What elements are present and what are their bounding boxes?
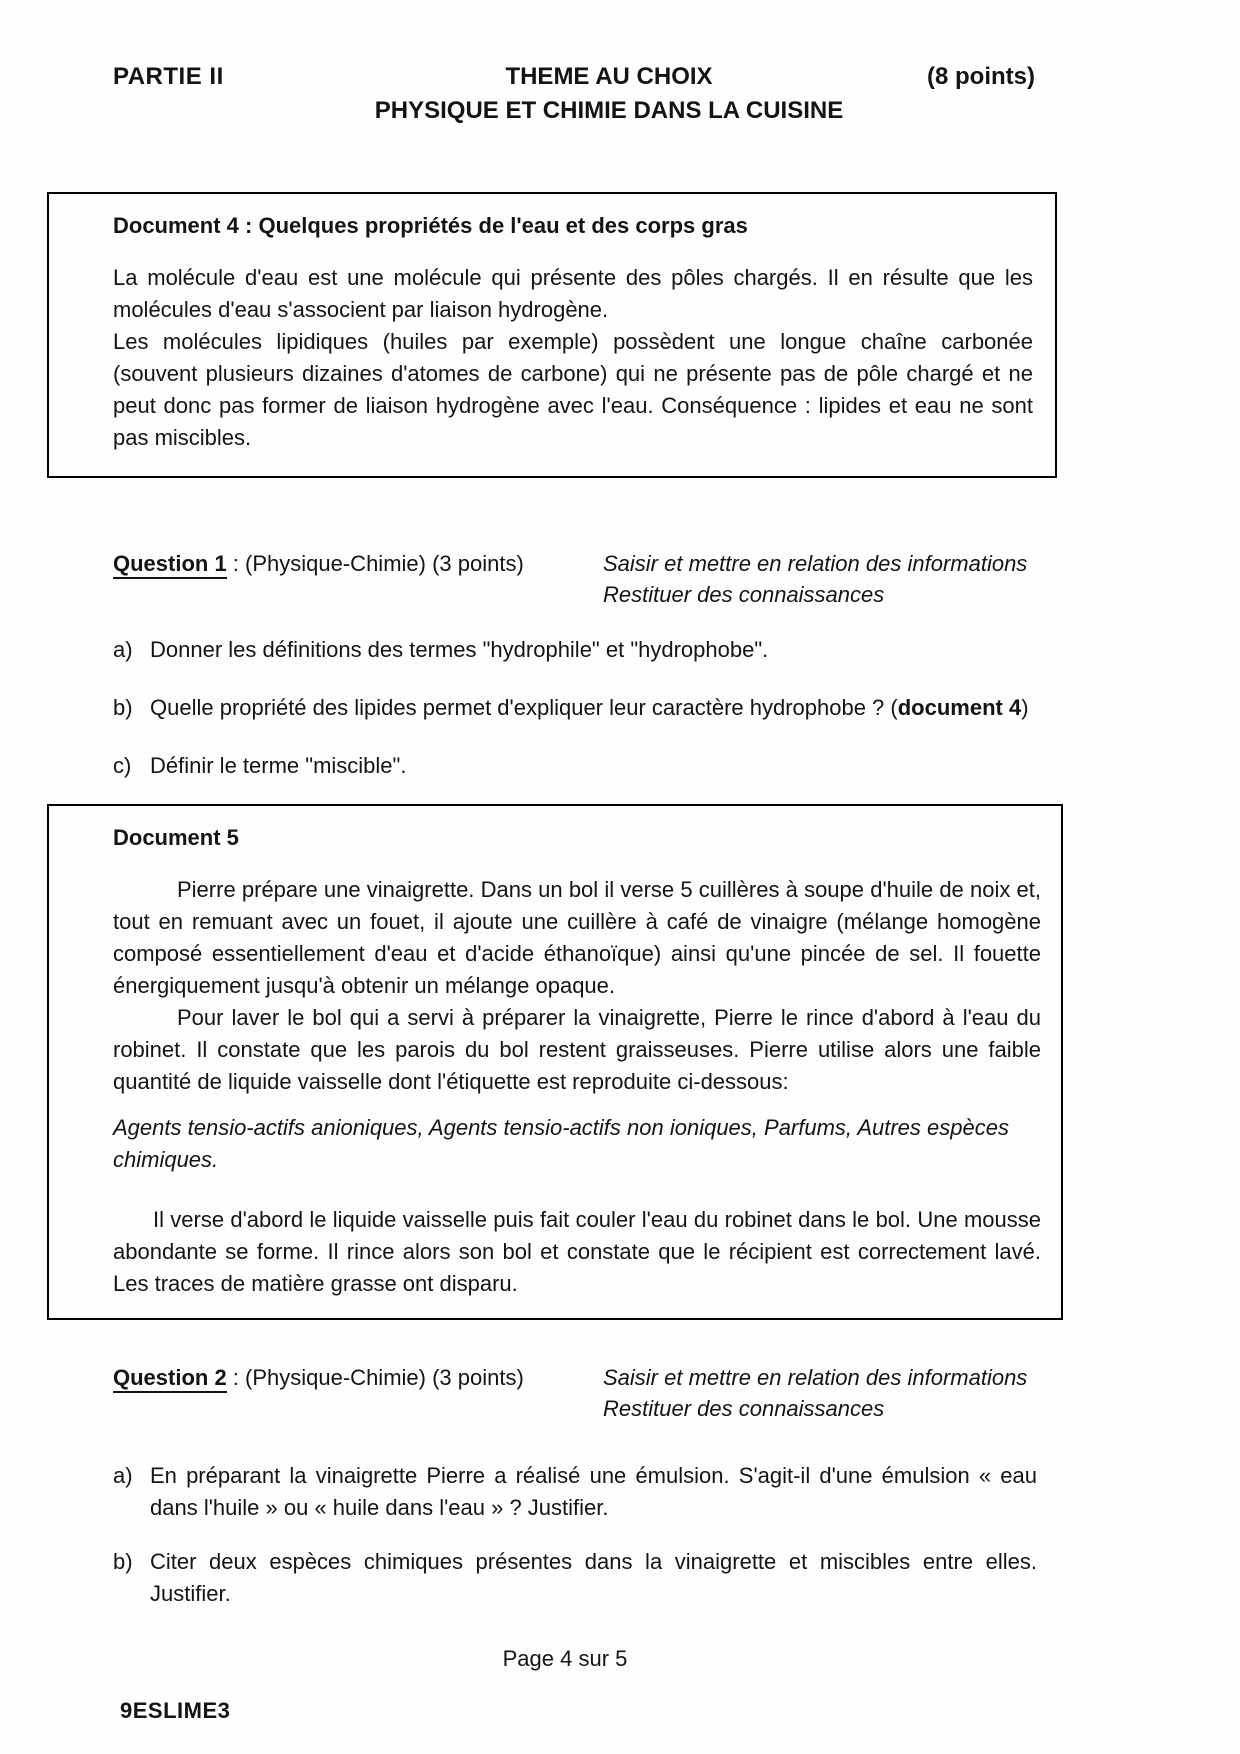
question1-title: [113, 548, 603, 610]
question1-item-a: [113, 634, 1037, 666]
question2-label: Question 2: [113, 1365, 227, 1393]
question2-item-a: [113, 1460, 1037, 1524]
document5-paragraph-1: Pierre prépare une vinaigrette. Dans un bol il verse 5 cuillères à soupe d'huile de noix et, tout en remuant avec un fouet, il ajoute une cuillère à café de vinaigre (mélange homogène composé essentiellement d'eau et d'acide éthanoïque) ainsi qu'une pincée de sel. Il fouette énergiquement jusqu'à obtenir un mélange opaque.: [113, 877, 1041, 998]
document4-title: Document 4 : Quelques propriétés de l'eau et des corps gras: [113, 213, 748, 238]
item-marker: b): [113, 1549, 133, 1574]
document4-box: [47, 192, 1057, 478]
document4-paragraph-2: Les molécules lipidiques (huiles par exemple) possèdent une longue chaîne carbonée (souvent plusieurs dizaines d'atomes de carbone) qui ne présente pas de pôle chargé et ne peut donc pas former de liaison hydrogène avec l'eau. Conséquence : lipides et eau ne sont pas miscibles.: [113, 329, 1033, 450]
header-theme-title: THEME AU CHOIX: [505, 63, 713, 90]
question1-label: Question 1: [113, 551, 227, 579]
item-text-main: Définir le terme "miscible".: [150, 753, 407, 778]
item-text-suffix: ): [1021, 695, 1029, 720]
item-marker: b): [113, 695, 133, 720]
question1-heading: [113, 548, 1043, 610]
item-text: [150, 1460, 1037, 1524]
item-marker: c): [113, 753, 132, 778]
document5-title: Document 5: [113, 825, 239, 850]
document5-box: [47, 804, 1063, 1320]
question2-skill-2: Restituer des connaissances: [603, 1396, 885, 1421]
question2-title: [113, 1362, 603, 1424]
item-text-main: En préparant la vinaigrette Pierre a réalisé une émulsion. S'agit-il d'une émulsion « eau dans l'huile » ou « huile dans l'eau » ? Justifier.: [150, 1463, 1037, 1520]
header-part-label: PARTIE II: [113, 63, 224, 90]
question2-skills: [603, 1362, 1043, 1424]
header-title-block: [333, 62, 885, 126]
document4-paragraph-1: La molécule d'eau est une molécule qui présente des pôles chargés. Il en résulte que les molécules d'eau s'associent par liaison hydrogène.: [113, 265, 1033, 322]
item-text-bold: document 4: [897, 695, 1022, 720]
item-marker: a): [113, 637, 133, 662]
item-text: [150, 692, 1037, 724]
question2-heading: [113, 1362, 1043, 1424]
question1-skill-2: Restituer des connaissances: [603, 582, 885, 607]
question1-item-b: [113, 692, 1037, 724]
question2-skill-1: Saisir et mettre en relation des informations: [603, 1365, 1028, 1390]
header-subtitle: PHYSIQUE ET CHIMIE DANS LA CUISINE: [374, 97, 844, 124]
item-text: [150, 1546, 1037, 1610]
item-text: [150, 750, 1037, 782]
document5-paragraph-3: Il verse d'abord le liquide vaisselle puis fait couler l'eau du robinet dans le bol. Une mousse abondante se forme. Il rince alors son bol et constate que le récipient est correctement lavé. Les traces de matière grasse ont disparu.: [113, 1207, 1041, 1296]
item-text: [150, 634, 1037, 666]
document5-label-ingredients: Agents tensio-actifs anioniques, Agents tensio-actifs non ioniques, Parfums, Autres espèces chimiques.: [113, 1115, 1009, 1172]
question1-skill-1: Saisir et mettre en relation des informations: [603, 551, 1028, 576]
item-text-main: Donner les définitions des termes "hydrophile" et "hydrophobe".: [150, 637, 769, 662]
item-marker: a): [113, 1463, 133, 1488]
question2-meta: : (Physique-Chimie) (3 points): [226, 1365, 524, 1390]
question2-item-b: [113, 1546, 1037, 1610]
question1-item-c: [113, 750, 1037, 782]
question1-skills: [603, 548, 1043, 610]
document-code: 9ESLIME3: [120, 1698, 231, 1723]
document5-paragraph-2: Pour laver le bol qui a servi à préparer la vinaigrette, Pierre le rince d'abord à l'eau du robinet. Il constate que les parois du bol restent graisseuses. Pierre utilise alors une faible quantité de liquide vaisselle dont l'étiquette est reproduite ci-dessous:: [113, 1005, 1041, 1094]
question1-meta: : (Physique-Chimie) (3 points): [226, 551, 524, 576]
page-number: Page 4 sur 5: [502, 1646, 628, 1671]
page-header: [113, 62, 1035, 126]
item-text-main: Quelle propriété des lipides permet d'expliquer leur caractère hydrophobe ? (: [150, 695, 898, 720]
item-text-main: Citer deux espèces chimiques présentes dans la vinaigrette et miscibles entre elles. Justifier.: [150, 1549, 1037, 1606]
header-points: (8 points): [927, 63, 1035, 90]
